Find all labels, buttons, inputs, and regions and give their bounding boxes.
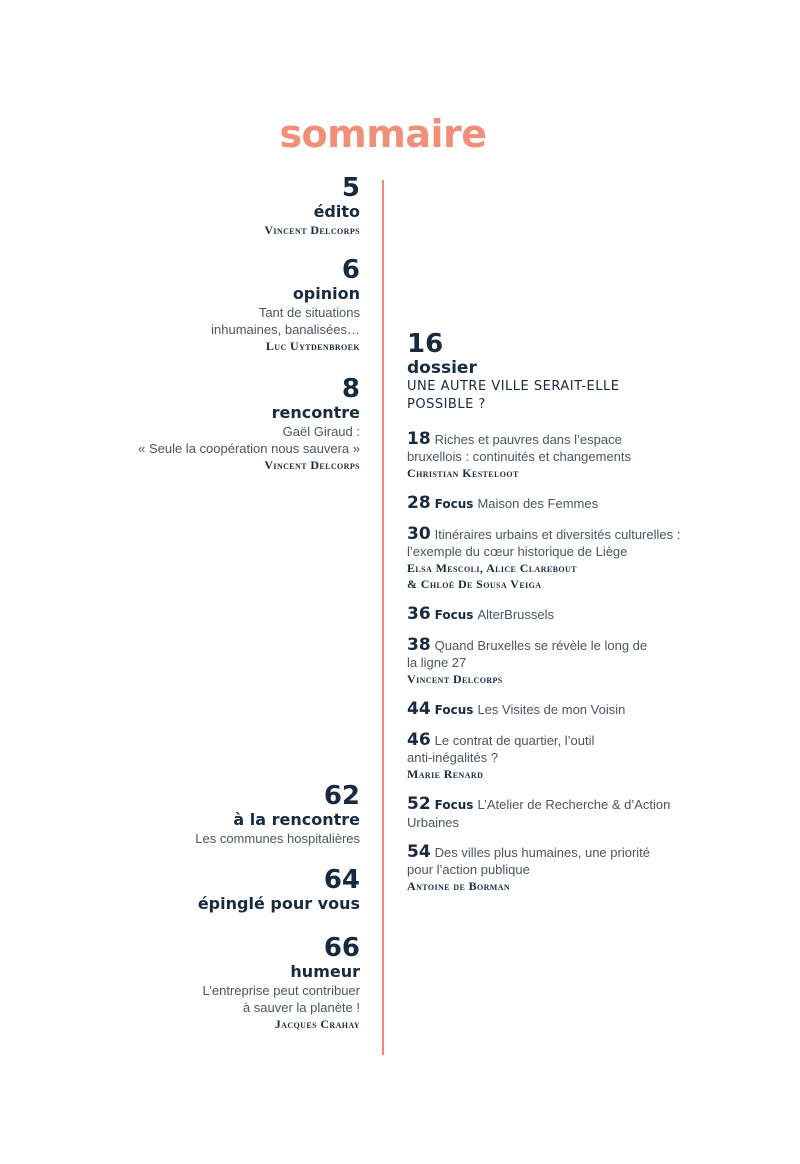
page-number: 62 <box>323 781 360 811</box>
article-title: Quand Bruxelles se révèle le long de <box>434 638 648 653</box>
author: Antoine de Borman <box>407 879 511 893</box>
author: & Chloé De Sousa Veiga <box>407 577 542 591</box>
focus-label: Focus <box>434 497 474 511</box>
page-number: 66 <box>323 933 360 963</box>
article-title: anti-inégalités ? <box>407 750 499 765</box>
dossier-article-focus[interactable] <box>407 701 747 719</box>
page-number: 30 <box>407 524 431 544</box>
toc-entry-rencontre[interactable] <box>138 375 360 473</box>
page-number: 38 <box>407 635 431 655</box>
author: Vincent Delcorps <box>407 672 503 686</box>
page-number: 6 <box>341 255 360 285</box>
section-title: rencontre <box>271 403 360 422</box>
dossier-article-focus[interactable] <box>407 495 747 513</box>
author: Christian Kesteloot <box>407 466 519 480</box>
entry-description: Les communes hospitalières <box>195 831 360 846</box>
focus-label: Focus <box>434 798 474 812</box>
article-title: L’Atelier de Recherche & d’Action <box>477 797 671 812</box>
section-title: à la rencontre <box>233 810 360 829</box>
page-number: 52 <box>407 794 431 814</box>
page-number: 18 <box>407 429 431 449</box>
article-title: l’exemple du cœur historique de Liège <box>407 544 628 559</box>
entry-description: inhumaines, banalisées… <box>211 322 360 337</box>
author: Jacques Crahay <box>274 1017 360 1031</box>
page-number: 44 <box>407 699 431 719</box>
dossier-article[interactable] <box>407 526 747 592</box>
dossier-article[interactable] <box>407 637 747 687</box>
vertical-divider <box>382 180 384 1055</box>
dossier-subtitle: POSSIBLE ? <box>407 397 486 412</box>
article-title: Riches et pauvres dans l’espace <box>434 432 622 447</box>
toc-entry-opinion[interactable] <box>211 256 360 354</box>
author: Marie Renard <box>407 767 484 781</box>
focus-label: Focus <box>434 703 474 717</box>
dossier-article-focus[interactable] <box>407 796 747 831</box>
article-title: bruxellois : continuités et changements <box>407 449 632 464</box>
entry-description: L’entreprise peut contribuer <box>202 983 360 998</box>
article-title: Itinéraires urbains et diversités culturelles : <box>434 527 681 542</box>
toc-entry-a-la-rencontre[interactable] <box>195 782 360 847</box>
dossier-article-focus[interactable] <box>407 606 747 624</box>
section-title: opinion <box>292 284 360 303</box>
author: Elsa Mescoli, Alice Clarebout <box>407 561 577 575</box>
section-title: humeur <box>290 962 360 981</box>
page-number: 64 <box>323 865 360 895</box>
section-title: épinglé pour vous <box>197 894 360 913</box>
toc-entry-edito[interactable] <box>264 174 360 238</box>
page-number: 46 <box>407 730 431 750</box>
dossier-subtitle: UNE AUTRE VILLE SERAIT-ELLE <box>407 379 620 394</box>
page-number: 8 <box>341 374 360 404</box>
author: Vincent Delcorps <box>264 458 360 472</box>
article-title: Des villes plus humaines, une priorité <box>434 845 650 860</box>
article-title: Maison des Femmes <box>477 496 599 511</box>
author: Luc Uytdenbroek <box>265 339 360 353</box>
toc-entry-epingle[interactable] <box>198 866 360 914</box>
article-title: AlterBrussels <box>477 607 555 622</box>
dossier-article[interactable] <box>407 844 747 894</box>
toc-entry-humeur[interactable] <box>202 934 360 1032</box>
entry-description: Gaël Giraud : <box>282 424 360 439</box>
article-title: Le contrat de quartier, l’outil <box>434 733 595 748</box>
dossier-article[interactable] <box>407 431 747 481</box>
page-number: 16 <box>407 329 444 359</box>
article-title: la ligne 27 <box>407 655 467 670</box>
focus-label: Focus <box>434 608 474 622</box>
page-number: 28 <box>407 493 431 513</box>
page-number: 5 <box>341 173 360 203</box>
article-title: Urbaines <box>407 815 460 830</box>
page-title: sommaire <box>279 112 487 156</box>
section-title: dossier <box>407 358 477 378</box>
entry-description: Tant de situations <box>258 305 360 320</box>
article-title: pour l’action publique <box>407 862 530 877</box>
toc-entry-dossier[interactable] <box>407 330 747 414</box>
dossier-article[interactable] <box>407 732 747 782</box>
author: Vincent Delcorps <box>264 223 360 237</box>
entry-description: « Seule la coopération nous sauvera » <box>138 441 360 456</box>
page-number: 36 <box>407 604 431 624</box>
article-title: Les Visites de mon Voisin <box>477 702 626 717</box>
page-number: 54 <box>407 842 431 862</box>
section-title: édito <box>313 202 360 221</box>
entry-description: à sauver la planète ! <box>242 1000 360 1015</box>
